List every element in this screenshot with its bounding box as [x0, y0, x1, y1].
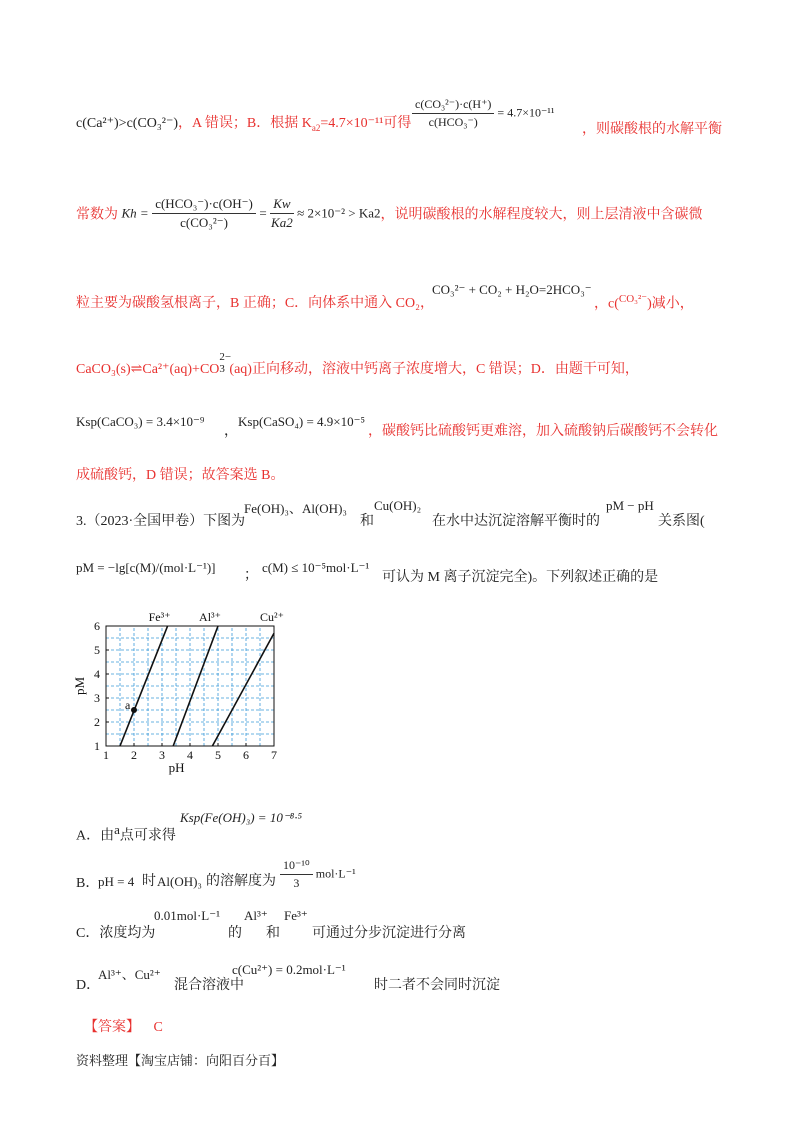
text-of: 的	[228, 926, 242, 941]
formula-ksp-caso4: Ksp(CaSO₄) = 4.9×10⁻⁵	[238, 414, 366, 429]
fraction-numerator: c(HCO₃⁻)·c(OH⁻)	[152, 196, 256, 214]
y-tick-label: 4	[94, 667, 100, 681]
x-tick-label: 6	[243, 748, 249, 762]
footer-source: 资料整理【淘宝店铺：向阳百分百】	[76, 1053, 285, 1068]
formula-concentration: 0.01mol·L⁻¹	[154, 908, 221, 923]
subscript: 3	[219, 363, 225, 375]
co3-ion: CO₃²⁻	[618, 293, 648, 305]
answer	[84, 1016, 163, 1036]
formula-aloh3: Al(OH)₃	[157, 874, 202, 889]
explanation-line-3	[76, 292, 434, 312]
series-label-3: Cu²⁺	[260, 610, 284, 624]
formula-co3-reaction: CO₃²⁻ + CO₂ + H₂O=2HCO₃⁻	[432, 282, 592, 297]
fraction-denominator: Ka2	[271, 215, 293, 230]
formula-ksp-caco3: Ksp(CaCO₃) = 3.4×10⁻⁹	[76, 414, 205, 429]
y-tick-label: 3	[94, 691, 100, 705]
y-tick-label: 2	[94, 715, 100, 729]
ka-subscript: a2	[311, 122, 321, 133]
formula-fe3: Fe³⁺	[284, 908, 308, 923]
text: 常数为	[76, 207, 118, 223]
pm-ph-chart	[70, 608, 310, 778]
explanation-line-5: ，碳酸钙比硫酸钙更难溶，加入硫酸钠后碳酸钙不会转化	[368, 424, 718, 439]
fraction-numerator: Kw	[270, 196, 293, 214]
question-3-line-2: 可认为 M 离子沉淀完全)。下列叙述正确的是	[382, 570, 659, 585]
y-tick-label: 6	[94, 619, 100, 633]
point-a	[131, 707, 137, 713]
text-semicolon: ；	[244, 568, 258, 583]
explanation-line-2	[76, 196, 703, 231]
x-tick-label: 2	[131, 748, 137, 762]
text: D．	[76, 978, 101, 993]
explanation-line-1-tail: ，则碳酸根的水解平衡	[582, 122, 722, 137]
text-equilibrium: 在水中达沉淀溶解平衡时的	[432, 514, 600, 529]
text: (aq)正向移动，溶液中钙离子浓度增大，C 错误；D．由题干可知，	[229, 362, 639, 377]
formula-complete-precip: c(M) ≤ 10⁻⁵mol·L⁻¹	[262, 560, 370, 575]
formula-hydroxides: Fe(OH)₃、Al(OH)₃	[244, 501, 347, 516]
text-no-coprecip: 时二者不会同时沉淀	[374, 978, 500, 993]
formula-ksp-feoh3: Ksp(Fe(OH)₃) = 10⁻⁸·⁵	[180, 810, 302, 825]
x-axis-label: pH	[168, 760, 185, 775]
equals: =	[259, 205, 267, 221]
question-3-line-1	[76, 510, 245, 530]
text-separation: 可通过分步沉淀进行分离	[312, 926, 466, 941]
fraction-numerator: 10⁻¹⁰	[280, 858, 313, 875]
fraction-numerator: c(CO₃²⁻)·c(H⁺)	[412, 97, 494, 114]
text: A．由	[76, 828, 115, 844]
text: )减小，	[647, 296, 694, 312]
formula-pm-definition: pM = −lg[c(M)/(mol·L⁻¹)]	[76, 560, 216, 575]
formula-ph4: pH = 4	[98, 874, 135, 889]
option-a[interactable]	[76, 822, 176, 845]
text-solubility: 的溶解度为	[206, 874, 276, 889]
explanation-line-5-comma: ，	[224, 424, 238, 439]
answer-value: C	[153, 1020, 163, 1035]
x-tick-label: 5	[215, 748, 221, 762]
explanation-line-4	[76, 351, 639, 378]
kh-symbol: Kh =	[121, 205, 149, 221]
point-a-label: a	[125, 698, 131, 712]
fraction-denominator: c(CO₃²⁻)	[180, 215, 228, 230]
fraction-kw-ka2	[270, 196, 293, 231]
formula-cu-concentration: c(Cu²⁺) = 0.2mol·L⁻¹	[232, 962, 346, 977]
text: 点可求得	[119, 828, 176, 844]
formula-cuoh2: Cu(OH)₂	[374, 498, 422, 513]
text: 3.（2023·全国甲卷）下图为	[76, 514, 246, 529]
point-a-label: a	[114, 822, 120, 837]
answer-label: 【答案】	[84, 1020, 140, 1035]
fraction-solubility	[280, 858, 356, 891]
series-label-1: Fe³⁺	[148, 610, 171, 624]
approx-value: ≈ 2×10⁻² > Ka2	[297, 205, 381, 221]
text: 粒主要为碳酸氢根离子，B 正确；C．向体系中通入 CO₂，	[76, 296, 435, 311]
explanation-line-6: 成硫酸钙，D 错误；故答案选 B。	[76, 468, 285, 483]
fraction-kh	[152, 196, 256, 231]
formula-pm-ph: pM − pH	[606, 498, 654, 513]
text: =4.7×10⁻¹¹可得	[320, 116, 412, 131]
option-d[interactable]	[76, 974, 100, 994]
series-label-2: Al³⁺	[199, 610, 221, 624]
y-tick-label: 1	[94, 739, 100, 753]
text: CaCO₃(s)⇌Ca²⁺(aq)+CO	[76, 362, 220, 377]
text: ，c(	[594, 296, 619, 312]
superscript: 2−	[219, 351, 232, 363]
text: ，A 错误；B．根据 K	[178, 116, 312, 131]
text-mixed-solution: 混合溶液中	[174, 978, 244, 993]
text: ，说明碳酸根的水解程度较大，则上层清液中含碳微	[380, 207, 703, 223]
fraction-denominator: 3	[293, 876, 300, 890]
fraction-denominator: c(HCO₃⁻)	[428, 115, 478, 129]
x-tick-label: 1	[103, 748, 109, 762]
x-tick-label: 4	[187, 748, 193, 762]
formula-ca-co3: c(Ca²⁺)>c(CO₃²⁻)	[76, 116, 179, 131]
text-and: 和	[360, 514, 374, 529]
x-tick-label: 7	[271, 748, 277, 762]
formula-al-cu: Al³⁺、Cu²⁺	[98, 967, 161, 982]
unit: mol·L⁻¹	[315, 866, 356, 881]
text-and: 和	[266, 926, 280, 941]
text-relation: 关系图(	[658, 514, 705, 529]
option-c[interactable]	[76, 922, 155, 942]
fraction-result: = 4.7×10⁻¹¹	[497, 105, 555, 120]
text: B．	[76, 876, 100, 891]
text: C．浓度均为	[76, 926, 156, 941]
y-tick-label: 5	[94, 643, 100, 657]
text-when: 时	[142, 874, 156, 889]
y-axis-label: pM	[72, 676, 87, 696]
explanation-line-3-tail	[594, 292, 694, 313]
option-b[interactable]	[76, 872, 99, 892]
fraction-ka2	[412, 97, 555, 130]
explanation-line-1	[76, 112, 411, 133]
formula-al3: Al³⁺	[244, 908, 268, 923]
x-tick-label: 3	[159, 748, 165, 762]
